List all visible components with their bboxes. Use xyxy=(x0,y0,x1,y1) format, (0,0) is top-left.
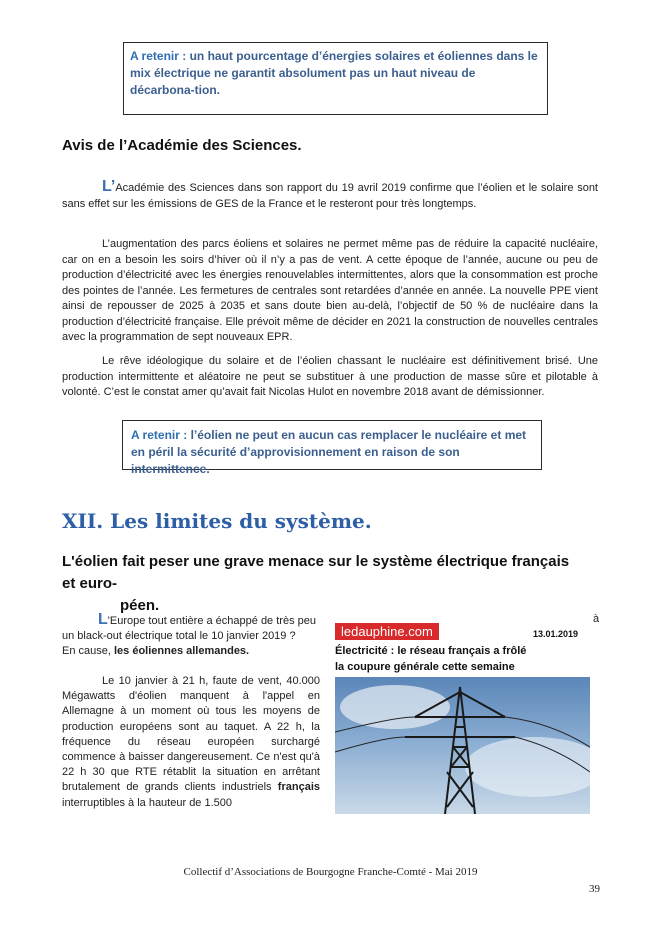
heading-academy: Avis de l’Académie des Sciences. xyxy=(62,137,302,154)
paragraph-3: Le rêve idéologique du solaire et de l’éolien chassant le nucléaire est définitivement brisé. Une production intermittente et aléatoire ne peut se substituer à une production de masse sûre et pilotable à volonté. C’est le constat amer qu’avait fait Nicolas Hulot en novembre 2018 avant de démissionner. xyxy=(62,355,598,398)
paragraph-1-text: Académie des Sciences dans son rapport du 19 avril 2019 confirme que l’éolien et le solaire sont sans effet sur les émissions de GES de la France et le resteront pour très longtemps. xyxy=(62,182,598,210)
section-title: XII. Les limites du système. xyxy=(62,509,372,533)
column-intro-line-3: En cause, xyxy=(62,645,114,658)
column-intro-bold: les éoliennes allemandes. xyxy=(113,645,250,658)
subtitle-line-1: L'éolien fait peser une grave menace sur le système électrique français et euro- xyxy=(62,553,570,592)
news-clipping xyxy=(335,621,590,814)
page-footer: Collectif d’Associations de Bourgogne Franche-Comté - Mai 2019 xyxy=(183,866,478,878)
key-takeaway-text: l’éolien ne peut en aucun cas remplacer le nucléaire et met en péril la sécurité d’approvisionnement en raison de son intermittence. xyxy=(131,428,527,476)
column-intro-line-2: un black-out électrique total le 10 janvier 2019 ? xyxy=(62,630,296,643)
section-subtitle xyxy=(62,551,577,617)
column-body-text-2: interruptibles à la hauteur de 1.500 xyxy=(62,796,233,809)
key-takeaway-box-1 xyxy=(123,42,548,115)
paragraph-2: L’augmentation des parcs éoliens et solaires ne permet même pas de réduire la capacité nucléaire, car on en a besoin les soirs d’hiver où il n’y a pas de vent. A cette époque de l’année, aucune ou peu de production d’électricité avec les énergies renouvelables intermittentes, alors que la consommation est proche des pointes de l’année. Les fermetures de centrales sont retardées d’année en année. La nouvelle PPE vient ainsi de repousser de 2025 à 2035 et sans doute bien au-delà, l’objectif de 50 % de nucléaire dans la production d’électricité française. Elle prévoit même de décider en 2021 la construction de nouvelles centrales avec la programmation de sept nouveaux EPR. xyxy=(62,238,598,343)
clipping-headline-line-2: la coupure générale cette semaine xyxy=(335,661,515,673)
key-takeaway-text: un haut pourcentage d’énergies solaires et éoliennes dans le mix électrique ne garantit absolument pas un haut niveau de décarbona-tion. xyxy=(130,49,538,97)
key-takeaway-label: A retenir : xyxy=(131,428,188,442)
column-intro-line-1: 'Europe tout entière a échappé de très peu xyxy=(107,615,316,627)
key-takeaway-box-2 xyxy=(122,420,542,476)
column-body xyxy=(62,674,320,811)
dropcap: L’ xyxy=(102,178,116,195)
clipping-headline xyxy=(335,643,590,675)
newspaper-logo: ledauphine.com xyxy=(335,623,439,640)
page-number: 39 xyxy=(589,883,600,895)
key-takeaway-label: A retenir : xyxy=(130,49,187,63)
subtitle-line-2: péen. xyxy=(120,597,160,614)
column-intro-trailing: à xyxy=(593,613,600,625)
clipping-headline-line-1: Électricité : le réseau français a frôlé xyxy=(335,645,527,657)
clipping-date: 13.01.2019 xyxy=(532,629,578,639)
column-body-text-1: Le 10 janvier à 21 h, faute de vent, 40.000 Mégawatts d'éolien manquent à l'appel en Allemagne à un moment où tous les moyens de production européens sont au taquet. A 22 h, la fréquence du réseau européen surchargé commence à baisser dangereusement. Ce n'est qu'à 22 h 30 que RTE rétablit la situation en arrêtant brutalement de grands clients industriels xyxy=(62,675,320,794)
paragraph-1 xyxy=(62,179,598,212)
pylon-photo xyxy=(335,677,590,814)
dropcap: L xyxy=(98,611,108,628)
column-body-bold: français xyxy=(277,781,320,794)
